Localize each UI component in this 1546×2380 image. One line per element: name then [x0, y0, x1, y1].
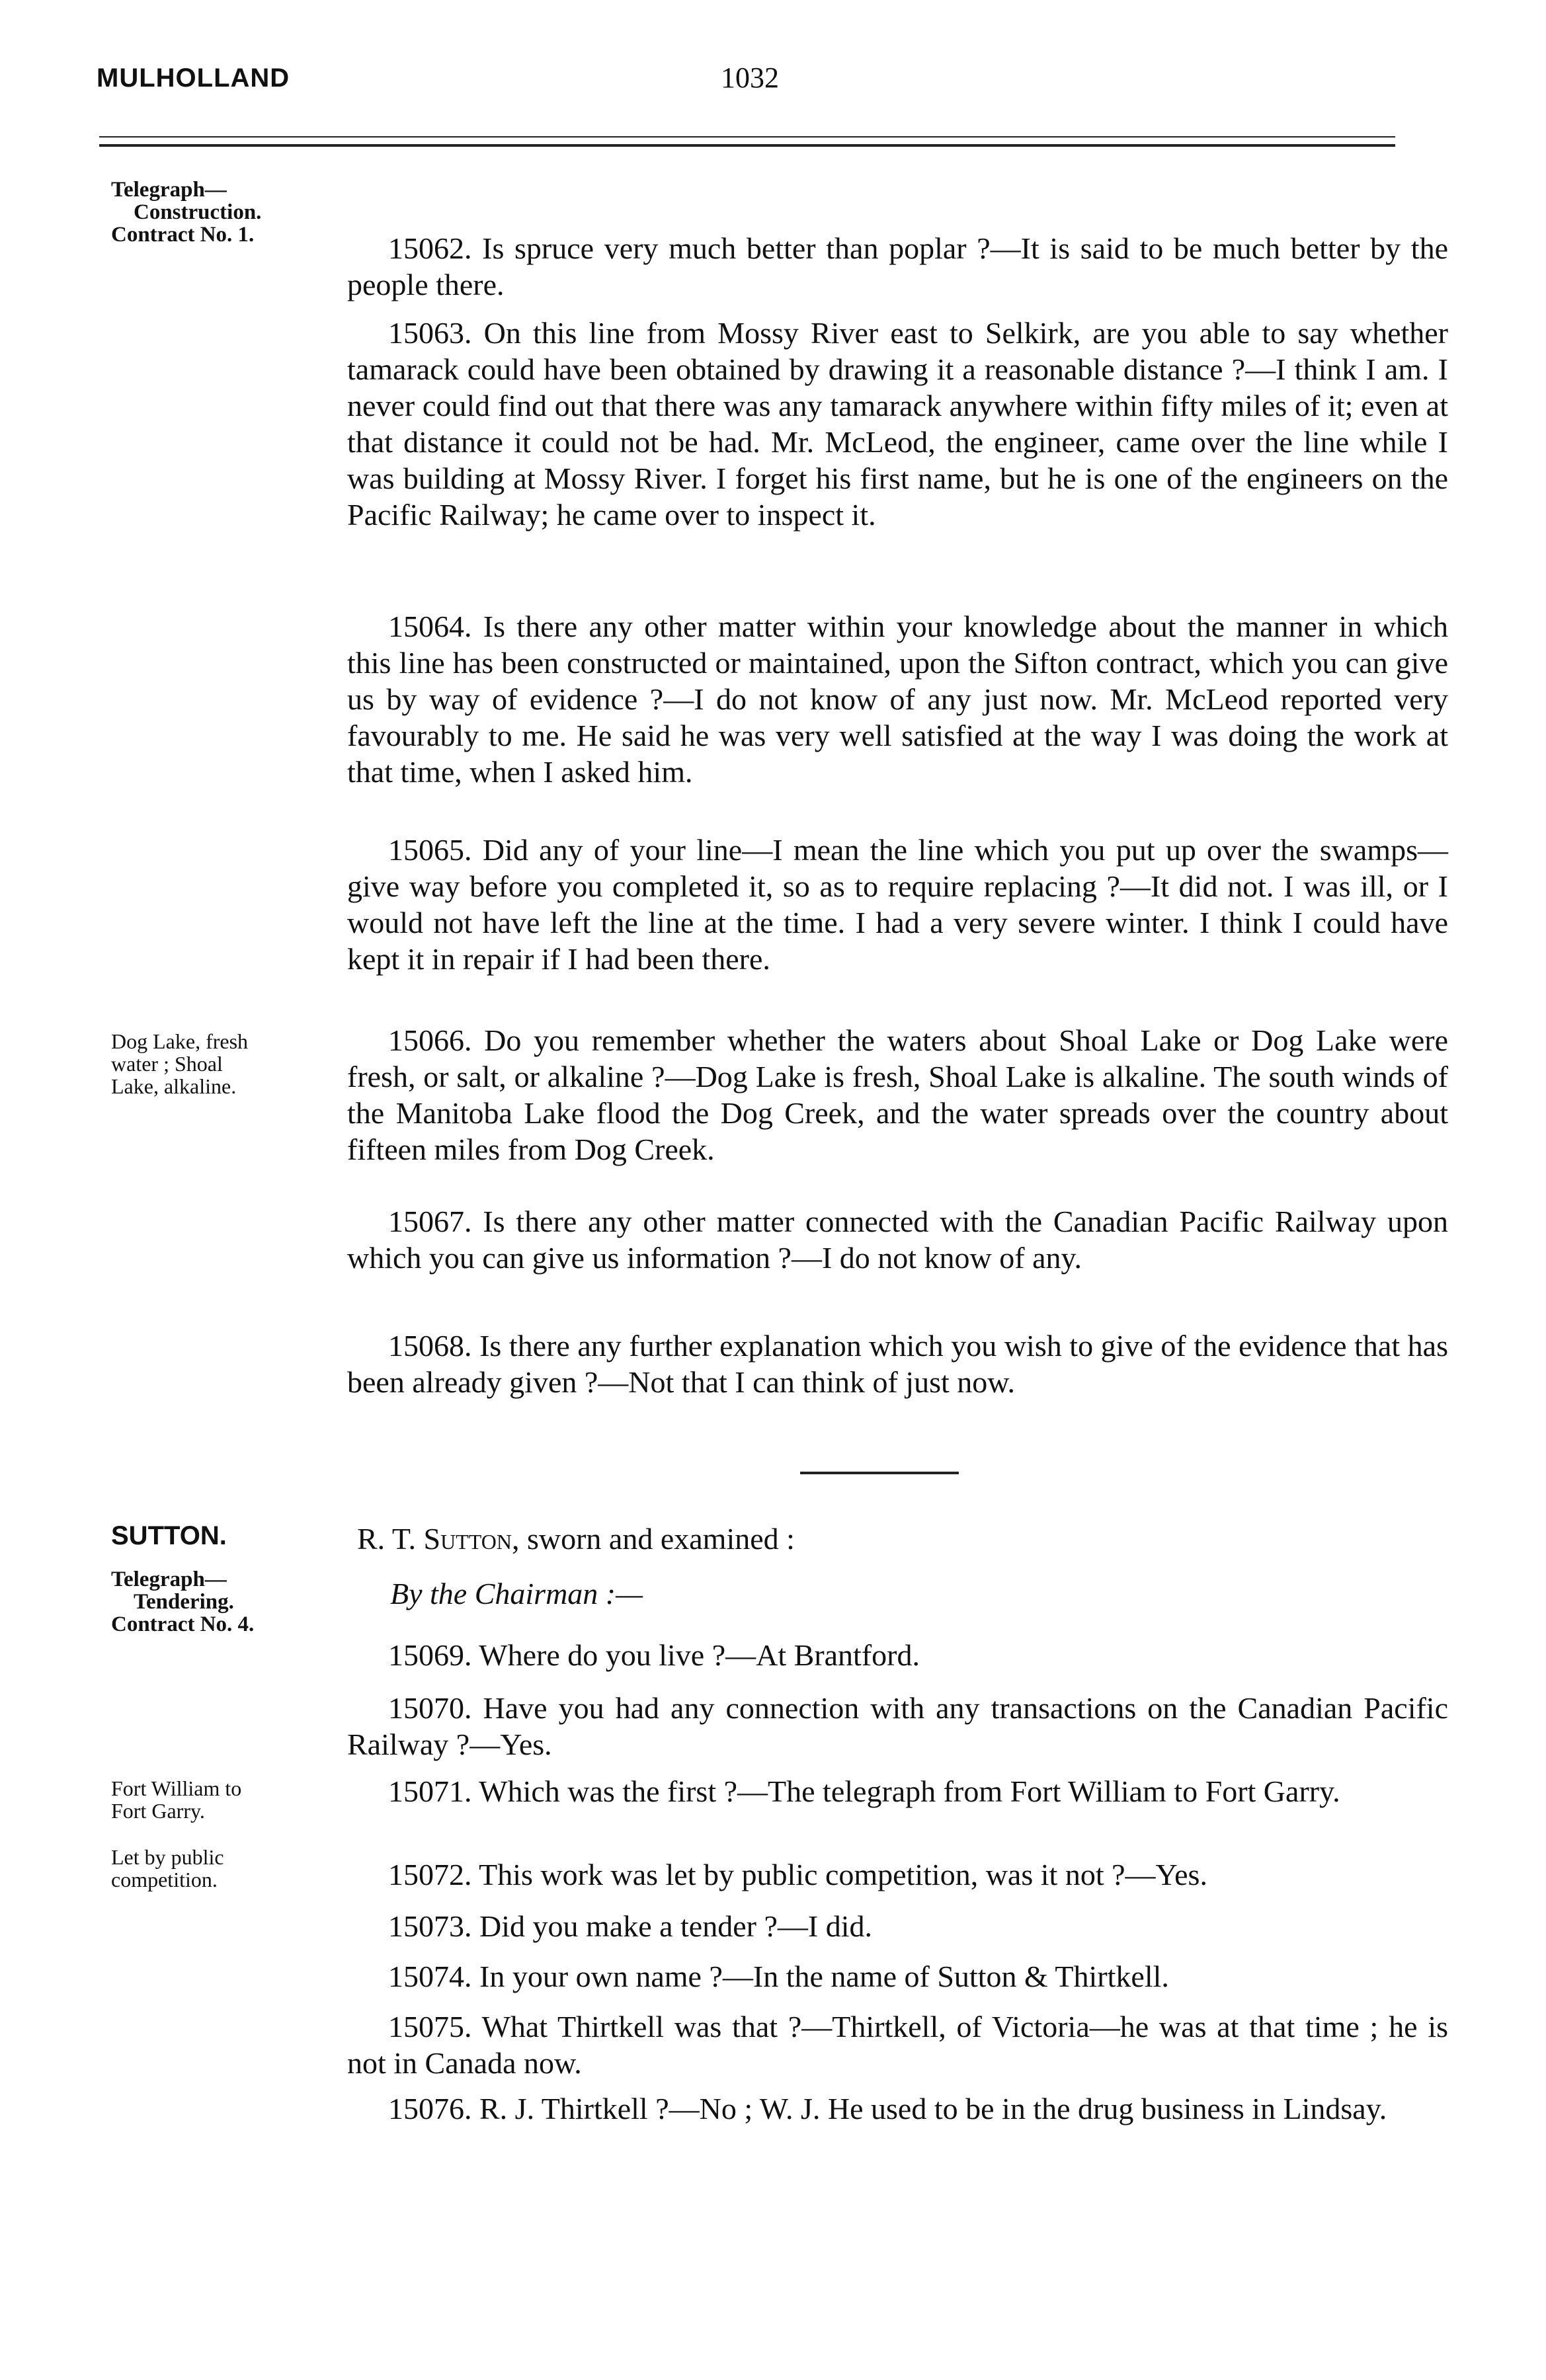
margin-note-line: water ; Shoal — [111, 1052, 223, 1076]
paragraph-15068: 15068. Is there any further explanation which you wish to give of the evidence that has been already given ?—Not that I can think of just now. — [347, 1329, 1448, 1399]
margin-note-line: Telegraph— — [111, 1567, 227, 1591]
paragraph-15064: 15064. Is there any other matter within your knowledge about the manner in which this line has been constructed or maintained, upon the Sifton contract, which you can give us by way of evidence ?—I do not know of any just now. Mr. McLeod reported very favourably to me. He said he was very well satisfied at the way I was doing the work at that time, when I asked him. — [347, 610, 1448, 789]
margin-note-fort-william — [111, 1777, 349, 1822]
paragraph-15067: 15067. Is there any other matter connected with the Canadian Pacific Railway upon which you can give us information ?—I do not know of any. — [347, 1205, 1448, 1275]
paragraph-15063: 15063. On this line from Mossy River east to Selkirk, are you able to say whether tamarack could have been obtained by drawing it a reasonable distance ?—I think I am. I never could find out that there was any tamarack anywhere within fifty miles of it; even at that distance it could not be had. Mr. McLeod, the engineer, came over the line while I was building at Mossy River. I forget his first name, but he is one of the engineers on the Pacific Railway; he came over to inspect it. — [347, 316, 1448, 532]
margin-note-line: Dog Lake, fresh — [111, 1029, 249, 1053]
sworn-line — [357, 1521, 795, 1557]
running-header-name: MULHOLLAND — [97, 63, 290, 93]
paragraph-15073: 15073. Did you make a tender ?—I did. — [388, 1909, 872, 1943]
paragraph-15075: 15075. What Thirtkell was that ?—Thirtkell, of Victoria—he was at that time ; he is not in Canada now. — [347, 2010, 1448, 2080]
paragraph-15070: 15070. Have you had any connection with any transactions on the Canadian Pacific Railway ?—Yes. — [347, 1691, 1448, 1761]
margin-note-line: Contract No. 4. — [111, 1612, 255, 1636]
paragraph-15065: 15065. Did any of your line—I mean the line which you put up over the swamps—give way before you completed it, so as to require replacing ?—It did not. I was ill, or I would not have left the line at the time. I had a very severe winter. I think I could have kept it in repair if I had been there. — [347, 833, 1448, 976]
header-rule-bottom — [99, 144, 1395, 147]
margin-note-line: Construction. — [134, 200, 262, 224]
header-rule-top — [99, 136, 1395, 138]
paragraph-15066: 15066. Do you remember whether the waters about Shoal Lake or Dog Lake were fresh, or salt, or alkaline ?—Dog Lake is fresh, Shoal Lake is alkaline. The south winds of the Manitoba Lake flood the Dog Creek, and the water spreads over the country about fifteen miles from Dog Creek. — [347, 1023, 1448, 1166]
paragraph-15069: 15069. Where do you live ?—At Brantford. — [388, 1638, 920, 1672]
paragraph-15072: 15072. This work was let by public competition, was it not ?—Yes. — [388, 1858, 1207, 1891]
margin-note-line: Tendering. — [134, 1590, 234, 1614]
margin-note-dog-lake — [111, 1030, 349, 1097]
page-number: 1032 — [721, 61, 779, 94]
margin-note-telegraph-tendering — [111, 1568, 349, 1636]
margin-note-line: competition. — [111, 1868, 218, 1891]
paragraph-15074: 15074. In your own name ?—In the name of Sutton & Thirtkell. — [388, 1960, 1169, 1993]
section-separator — [800, 1472, 959, 1474]
witness-full-name: R. T. Sutton, — [357, 1522, 520, 1556]
margin-note-line: Fort Garry. — [111, 1799, 205, 1823]
sworn-text: sworn and examined : — [519, 1522, 795, 1556]
margin-note-line: Let by public — [111, 1845, 224, 1869]
paragraph-15062: 15062. Is spruce very much better than poplar ?—It is said to be much better by the people there. — [347, 231, 1448, 301]
margin-note-let-by-public — [111, 1846, 349, 1891]
margin-note-line: Telegraph— — [111, 178, 227, 202]
margin-note-line: Fort William to — [111, 1776, 242, 1800]
chairman-heading: By the Chairman :— — [390, 1577, 643, 1610]
paragraph-15076: 15076. R. J. Thirtkell ?—No ; W. J. He used to be in the drug business in Lindsay. — [388, 2092, 1387, 2125]
paragraph-15071: 15071. Which was the first ?—The telegraph from Fort William to Fort Garry. — [388, 1774, 1340, 1808]
margin-note-telegraph-construction — [111, 178, 349, 246]
margin-note-line: Contract No. 1. — [111, 223, 255, 247]
margin-note-line: Lake, alkaline. — [111, 1074, 237, 1098]
witness-name-margin: SUTTON. — [111, 1521, 227, 1550]
